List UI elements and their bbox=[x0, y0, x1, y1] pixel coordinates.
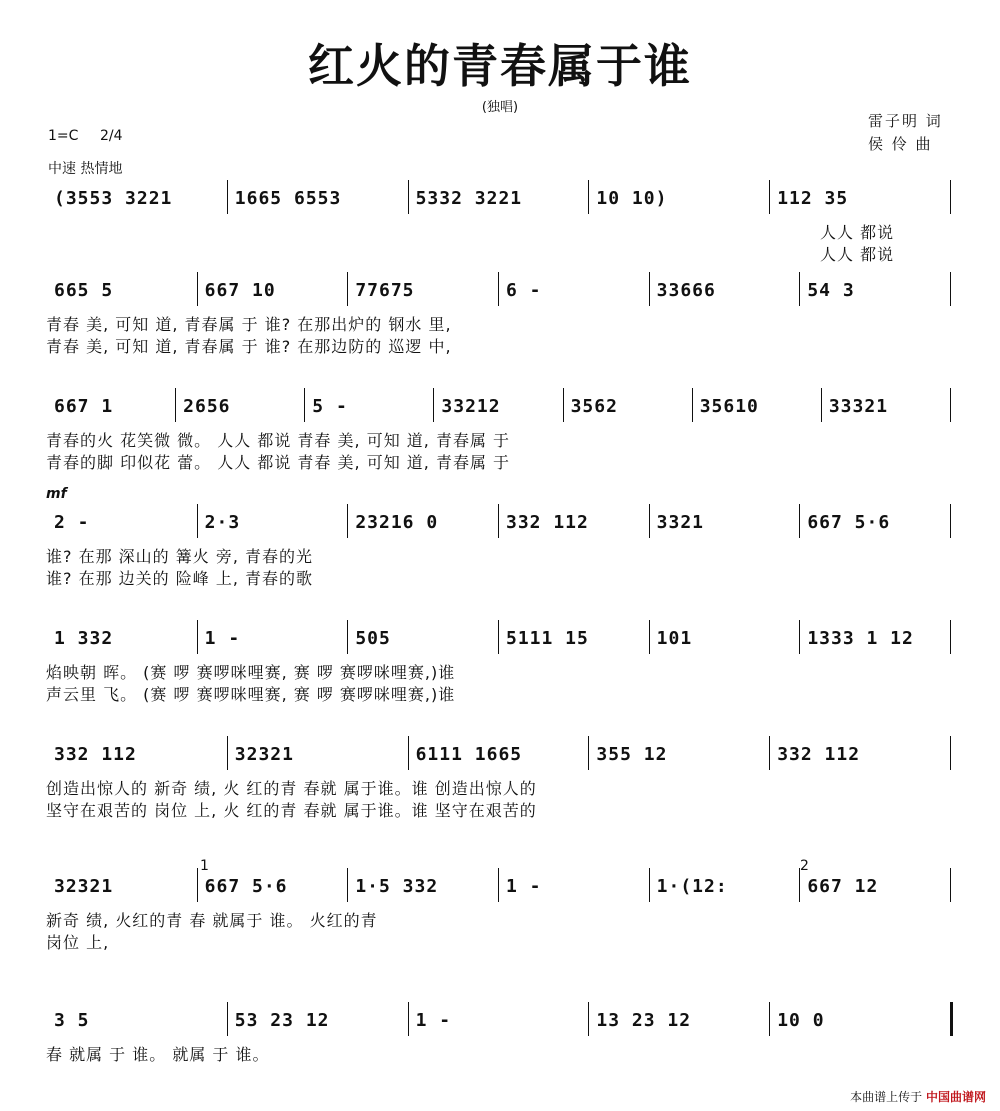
measure: 3562 bbox=[570, 396, 618, 417]
measure: 6 - bbox=[506, 280, 542, 301]
measure: 101 bbox=[656, 628, 693, 649]
measure: 5111 15 bbox=[506, 628, 589, 649]
measure: 667 5·6 bbox=[204, 876, 288, 897]
measure: (3553 3221 bbox=[54, 188, 173, 209]
measure: 3321 bbox=[656, 512, 705, 533]
lyric-line: 创造出惊人的 新奇 绩, 火 红的青 春就 属于谁。谁 创造出惊人的 bbox=[46, 779, 537, 798]
lyric-line: 坚守在艰苦的 岗位 上, 火 红的青 春就 属于谁。谁 坚守在艰苦的 bbox=[46, 801, 537, 820]
barline bbox=[649, 620, 650, 654]
measure: 5 - bbox=[312, 396, 348, 417]
barline bbox=[347, 620, 348, 654]
volta-2: 2 bbox=[800, 858, 809, 874]
barline bbox=[227, 1002, 228, 1036]
barline bbox=[799, 504, 800, 538]
barline bbox=[821, 388, 822, 422]
barline bbox=[588, 180, 589, 214]
barline bbox=[950, 504, 951, 538]
measure: 77675 bbox=[355, 280, 415, 301]
lyricist: 雷子明 词 bbox=[868, 112, 943, 130]
barline bbox=[950, 1002, 953, 1036]
lyric-line: 谁? 在那 边关的 险峰 上, 青春的歌 bbox=[46, 569, 314, 588]
lyric-line: 人人 都说 bbox=[820, 223, 895, 242]
barline bbox=[769, 1002, 770, 1036]
measure: 112 35 bbox=[777, 188, 849, 209]
lyric-line: 青春 美, 可知 道, 青春属 于 谁? 在那边防的 巡逻 中, bbox=[46, 337, 452, 356]
barline bbox=[408, 180, 409, 214]
lyric-line: 青春的脚 印似花 蕾。 人人 都说 青春 美, 可知 道, 青春属 于 bbox=[46, 453, 511, 472]
barline bbox=[304, 388, 305, 422]
song-title: 红火的青春属于谁 bbox=[308, 39, 692, 93]
measure: 665 5 bbox=[54, 280, 114, 301]
barline bbox=[498, 868, 499, 902]
barline bbox=[175, 388, 176, 422]
barline bbox=[649, 504, 650, 538]
barline bbox=[498, 272, 499, 306]
measure: 667 5·6 bbox=[807, 512, 891, 533]
barline bbox=[227, 736, 228, 770]
barline bbox=[498, 620, 499, 654]
measure: 6111 1665 bbox=[415, 744, 523, 765]
measure: 32321 bbox=[234, 744, 294, 765]
measure: 10 0 bbox=[777, 1010, 825, 1031]
measure: 1 332 bbox=[54, 628, 114, 649]
lyric-line: 人人 都说 bbox=[820, 245, 895, 264]
lyric-line: 青春 美, 可知 道, 青春属 于 谁? 在那出炉的 钢水 里, bbox=[46, 315, 452, 334]
measure: 2 - bbox=[54, 512, 90, 533]
measure: 2·3 bbox=[204, 512, 241, 533]
barline bbox=[588, 1002, 589, 1036]
barline bbox=[433, 388, 434, 422]
performance-type: (独唱) bbox=[481, 100, 519, 115]
lyric-line: 新奇 绩, 火红的青 春 就属于 谁。 火红的青 bbox=[46, 911, 378, 930]
measure: 10 10) bbox=[596, 188, 668, 209]
measure: 13 23 12 bbox=[596, 1010, 692, 1031]
barline bbox=[769, 180, 770, 214]
measure: 1665 6553 bbox=[234, 188, 342, 209]
barline bbox=[950, 388, 951, 422]
time-signature: 2/4 bbox=[100, 128, 123, 144]
barline bbox=[197, 504, 198, 538]
barline bbox=[563, 388, 564, 422]
barline bbox=[799, 272, 800, 306]
lyric-line: 岗位 上, bbox=[46, 933, 110, 952]
key-signature: 1=C bbox=[48, 128, 79, 144]
barline bbox=[799, 620, 800, 654]
measure: 1 - bbox=[204, 628, 241, 649]
measure: 54 3 bbox=[807, 280, 855, 301]
tempo-marking: 中速 热情地 bbox=[48, 161, 123, 177]
measure: 33666 bbox=[656, 280, 716, 301]
barline bbox=[950, 868, 951, 902]
barline bbox=[950, 272, 951, 306]
lyric-line: 焰映朝 晖。 (赛 啰 赛啰咪哩赛, 赛 啰 赛啰咪哩赛,)谁 bbox=[46, 663, 456, 682]
barline bbox=[227, 180, 228, 214]
measure: 32321 bbox=[54, 876, 114, 897]
lyric-line: 青春的火 花笑微 微。 人人 都说 青春 美, 可知 道, 青春属 于 bbox=[46, 431, 511, 450]
barline bbox=[588, 736, 589, 770]
barline bbox=[649, 272, 650, 306]
dynamic-mark: mf bbox=[46, 486, 67, 502]
lyric-line: 声云里 飞。 (赛 啰 赛啰咪哩赛, 赛 啰 赛啰咪哩赛,)谁 bbox=[46, 685, 456, 704]
barline bbox=[950, 620, 951, 654]
lyric-line: 春 就属 于 谁。 就属 于 谁。 bbox=[46, 1045, 270, 1064]
barline bbox=[649, 868, 650, 902]
measure: 33212 bbox=[441, 396, 501, 417]
measure: 667 10 bbox=[204, 280, 276, 301]
measure: 332 112 bbox=[777, 744, 861, 765]
site-logo: 中国曲谱网 bbox=[925, 1090, 986, 1104]
barline bbox=[347, 868, 348, 902]
measure: 23216 0 bbox=[355, 512, 439, 533]
measure: 35610 bbox=[699, 396, 759, 417]
measure: 355 12 bbox=[596, 744, 668, 765]
measure: 1·5 332 bbox=[355, 876, 439, 897]
barline bbox=[408, 1002, 409, 1036]
measure: 33321 bbox=[828, 396, 889, 417]
footer bbox=[850, 1088, 986, 1105]
barline bbox=[347, 272, 348, 306]
composer: 侯 伶 曲 bbox=[868, 135, 933, 153]
barline bbox=[799, 868, 800, 902]
barline bbox=[769, 736, 770, 770]
measure: 667 12 bbox=[807, 876, 879, 897]
volta-1: 1 bbox=[200, 858, 209, 874]
barline bbox=[347, 504, 348, 538]
barline bbox=[950, 736, 951, 770]
footer-text: 本曲谱上传于 bbox=[850, 1090, 923, 1104]
measure: 2656 bbox=[183, 396, 231, 417]
barline bbox=[950, 180, 951, 214]
measure: 53 23 12 bbox=[234, 1010, 330, 1031]
barline bbox=[498, 504, 499, 538]
measure: 667 1 bbox=[54, 396, 114, 417]
measure: 1333 1 12 bbox=[807, 628, 914, 649]
measure: 1 - bbox=[506, 876, 542, 897]
barline bbox=[197, 272, 198, 306]
measure: 1·(12: bbox=[656, 876, 728, 897]
barline bbox=[692, 388, 693, 422]
measure: 1 - bbox=[415, 1010, 452, 1031]
barline bbox=[408, 736, 409, 770]
measure: 332 112 bbox=[54, 744, 137, 765]
measure: 505 bbox=[355, 628, 391, 649]
lyric-line: 谁? 在那 深山的 篝火 旁, 青春的光 bbox=[46, 547, 314, 566]
measure: 332 112 bbox=[506, 512, 589, 533]
barline bbox=[197, 620, 198, 654]
measure: 5332 3221 bbox=[415, 188, 523, 209]
barline bbox=[197, 868, 198, 902]
measure: 3 5 bbox=[54, 1010, 90, 1031]
